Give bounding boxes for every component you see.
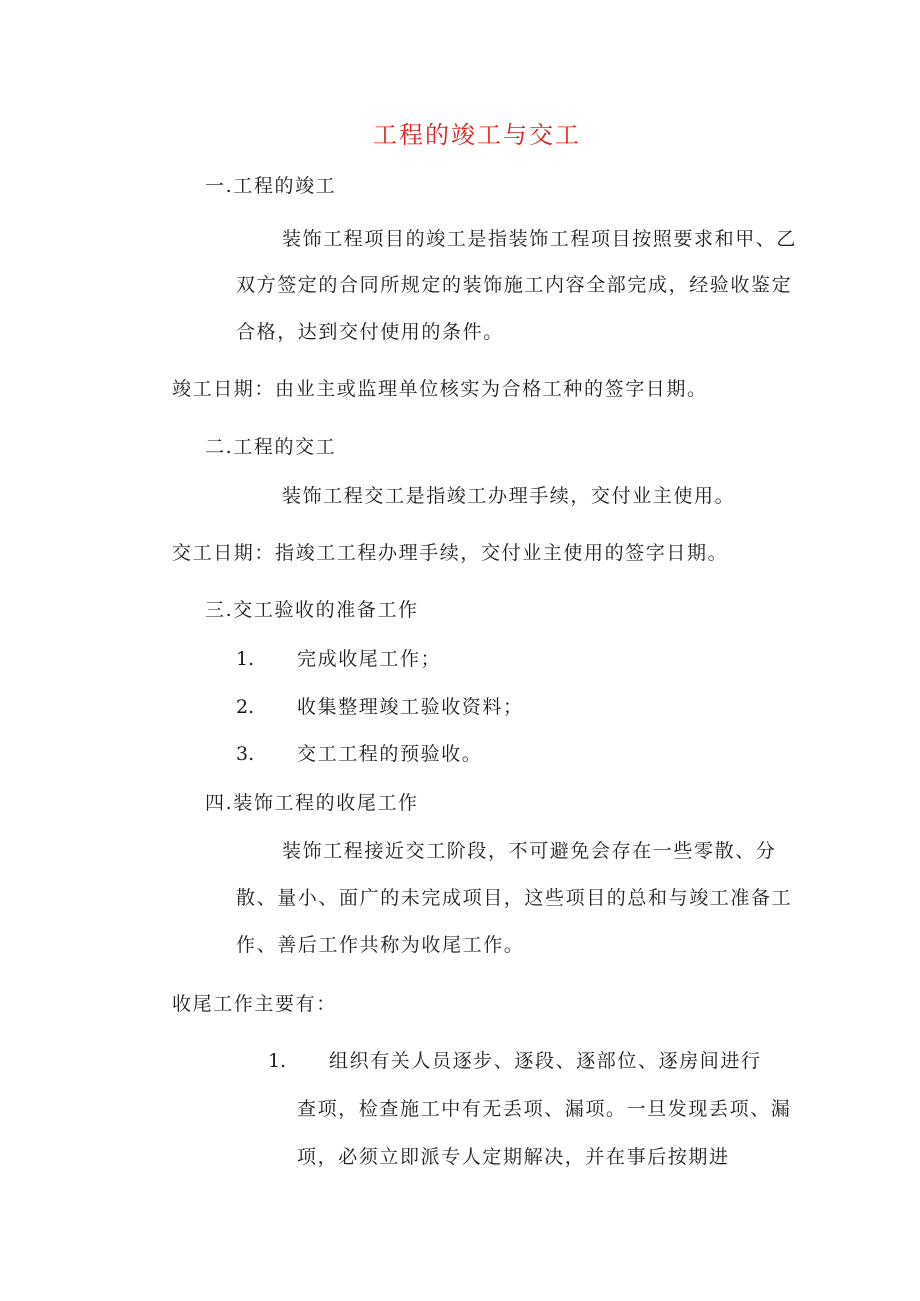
handover-date-line: 交工日期：指竣工工程办理手续，交付业主使用的签字日期。 — [172, 542, 729, 564]
list-item-number: 1. — [236, 648, 255, 670]
list-item-number: 3. — [236, 743, 255, 765]
completion-date-line: 竣工日期：由业主或监理单位核实为合格工种的签字日期。 — [172, 378, 708, 400]
list-item-text-line: 项，必须立即派专人定期解决，并在事后按期进 — [297, 1146, 730, 1168]
section-4-paragraph-line: 散、量小、面广的未完成项目，这些项目的总和与竣工准备工 — [236, 887, 793, 909]
list-item-text-line: 组织有关人员逐步、逐段、逐部位、逐房间进行 — [329, 1050, 762, 1072]
list-item-text: 收集整理竣工验收资料； — [297, 696, 524, 718]
section-1-paragraph-line: 双方签定的合同所规定的装饰施工内容全部完成，经验收鉴定 — [236, 274, 793, 296]
list-item-text: 交工工程的预验收。 — [297, 743, 483, 765]
section-4-heading: 四.装饰工程的收尾工作 — [205, 792, 419, 814]
section-4-paragraph-line: 作、善后工作共称为收尾工作。 — [236, 934, 525, 956]
document-title: 工程的竣工与交工 — [373, 121, 581, 149]
list-item-number: 1. — [268, 1050, 287, 1072]
section-4-paragraph-line: 装饰工程接近交工阶段，不可避免会存在一些零散、分 — [282, 840, 777, 862]
section-2-paragraph: 装饰工程交工是指竣工办理手续，交付业主使用。 — [282, 485, 736, 507]
list-item-text: 完成收尾工作； — [297, 648, 442, 670]
list-item-text-line: 查项，检查施工中有无丢项、漏项。一旦发现丢项、漏 — [297, 1098, 792, 1120]
finishing-work-label: 收尾工作主要有： — [172, 993, 337, 1015]
section-1-heading: 一.工程的竣工 — [205, 175, 337, 197]
section-1-paragraph-line: 合格，达到交付使用的条件。 — [236, 321, 504, 343]
section-2-heading: 二.工程的交工 — [205, 436, 337, 458]
section-1-paragraph-line: 装饰工程项目的竣工是指装饰工程项目按照要求和甲、乙 — [282, 228, 798, 250]
section-3-heading: 三.交工验收的准备工作 — [205, 599, 419, 621]
list-item-number: 2. — [236, 696, 255, 718]
